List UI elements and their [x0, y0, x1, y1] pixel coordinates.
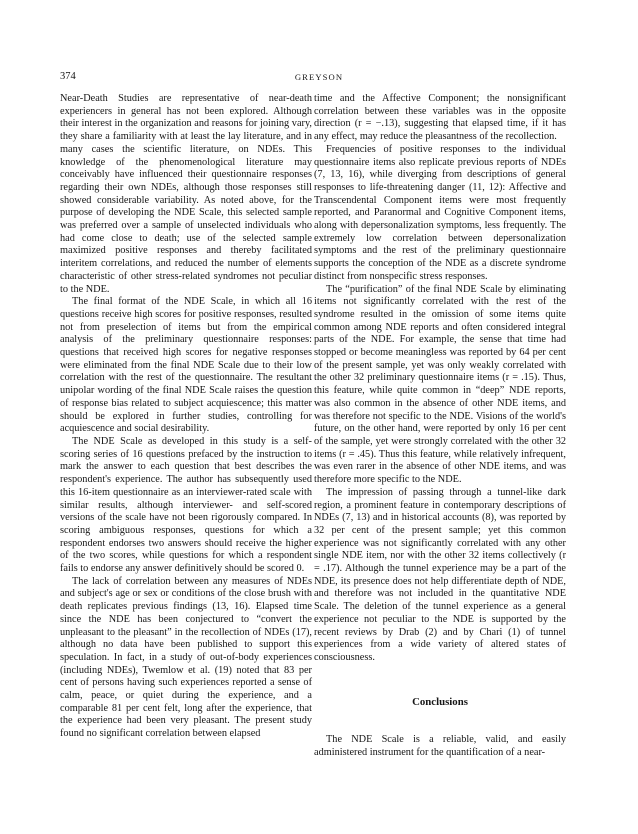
body-paragraph: Near-Death Studies are representative of near-death experiencers in general has not been explored. Although their interest in the organization and reasons for joining vary, they share a familiarity with at least the lay literature, and in many cases the scientific literature, on NDEs. This knowledge of the phenomenological literature may conceivably have influenced their questionnaire responses regarding their own NDEs, although those responses still showed considerable variability. As noted above, for the purpose of developing the NDE Scale, this selected sample was preferred over a sample of unselected individuals who had come close to death; use of the selected sample maximized positive responses and thereby facilitated interitem correlations, and reduced the number of elements characteristic of other stress-related syndromes not peculiar to the NDE.: [60, 93, 312, 295]
body-paragraph: The NDE Scale as developed in this study is a self-scoring series of 16 questions prefaced by the instruction to mark the answer to each question that best describes the respondent's experience. The author has subsequently used this 16-item questionnaire as an interviewer-rated scale with similar results, although interviewer- and self-scored versions of the scale have not been rigorously compared. In scoring ambiguous responses, questions for which a respondent endorses two answers should receive the higher of the two scores, while questions for which a respondent fails to endorse any answer definitively should be scored 0.: [60, 435, 312, 575]
body-paragraph: time and the Affective Component; the nonsignificant correlation between these variables was in the opposite direction (r = −.13), suggesting that elapsed time, if it has any effect, may reduce the pleasantness of the recollection.: [314, 93, 566, 143]
right-column: [314, 93, 566, 760]
page-number: 374: [60, 71, 76, 82]
left-column: [60, 93, 312, 741]
running-head: GREYSON: [294, 72, 344, 82]
body-paragraph: The “purification” of the final NDE Scale by eliminating items not significantly correlated with the rest of the syndrome resulted in the omission of some items quite common among NDE reports and often considered integral parts of the NDE. For example, the sense that time had stopped or become meaningless was reported by 64 per cent of the present sample, yet was only weakly correlated with the other 32 preliminary questionnaire items (r = .15). Thus, this feature, while quite common in “deep” NDE reports, was also common in the absence of other NDE items, and was therefore not specific to the NDE. Visions of the world's future, on the other hand, were reported by only 16 per cent of the sample, yet were strongly correlated with the other 32 items (r = .45). Thus this feature, while relatively infrequent, was even rarer in the absence of other NDE items, and was therefore more specific to the NDE.: [314, 283, 566, 486]
body-paragraph: The final format of the NDE Scale, in which all 16 questions receive high scores for positive responses, resulted not from preselection of items but from the empirical analysis of the preliminary questionnaire responses: questions that received high scores for negative responses were eliminated from the final NDE Scale due to their low correlation with the rest of the questionnaire. The resultant unipolar wording of the final NDE Scale raises the question of response bias related to subject acquiescence; this matter should be explored in further studies, controlling for acquiescence and social desirability.: [60, 296, 312, 435]
body-paragraph: Frequencies of positive responses to the individual questionnaire items also replicate previous reports of NDEs (7, 13, 16), while diverging from descriptions of general responses to life-threatening danger (11, 12): Affective and Transcendental Component items were most frequently reported, and Paranormal and Cognitive Component items, along with depersonalization symptoms, less frequently. The extremely low correlation between depersonalization symptoms and the rest of the preliminary questionnaire supports the conception of the NDE as a discrete syndrome distinct from nonspecific stress responses.: [314, 143, 566, 282]
body-paragraph: The lack of correlation between any measures of NDEs and subject's age or sex or conditions of the close brush with death replicates previous findings (13, 16). Elapsed time since the NDE has been conjectured to “convert the unpleasant to the pleasant” in the recollection of NDEs (17), although no data have been published to support this speculation. In fact, in a study of out-of-body experiences (including NDEs), Twemlow et al. (19) noted that 83 per cent of persons having such experiences reported a sense of calm, peace, or quiet during the experience, and a comparable 81 per cent felt, long after the experience, that the experience had been very pleasant. The present study found no significant correlation between elapsed: [60, 575, 312, 740]
body-paragraph: The NDE Scale is a reliable, valid, and easily administered instrument for the quantification of a near-: [314, 734, 566, 759]
body-paragraph: The impression of passing through a tunnel-like dark region, a prominent feature in contemporary descriptions of NDEs (7, 13) and in historical accounts (8), was reported by 32 per cent of the present sample; yet this common experience was not significantly correlated with any other single NDE item, nor with the other 32 items collectively (r = .17). Although the tunnel experience may be a part of the NDE, its presence does not help differentiate depth of NDE, and therefore was not included in the quantitative NDE Scale. The deletion of the tunnel experience as a general experience not peculiar to the NDE is supported by the recent reviews by Drab (2) and by Chari (1) of tunnel experiences from a wide variety of altered states of consciousness.: [314, 486, 566, 663]
section-heading-conclusions: Conclusions: [412, 695, 468, 708]
